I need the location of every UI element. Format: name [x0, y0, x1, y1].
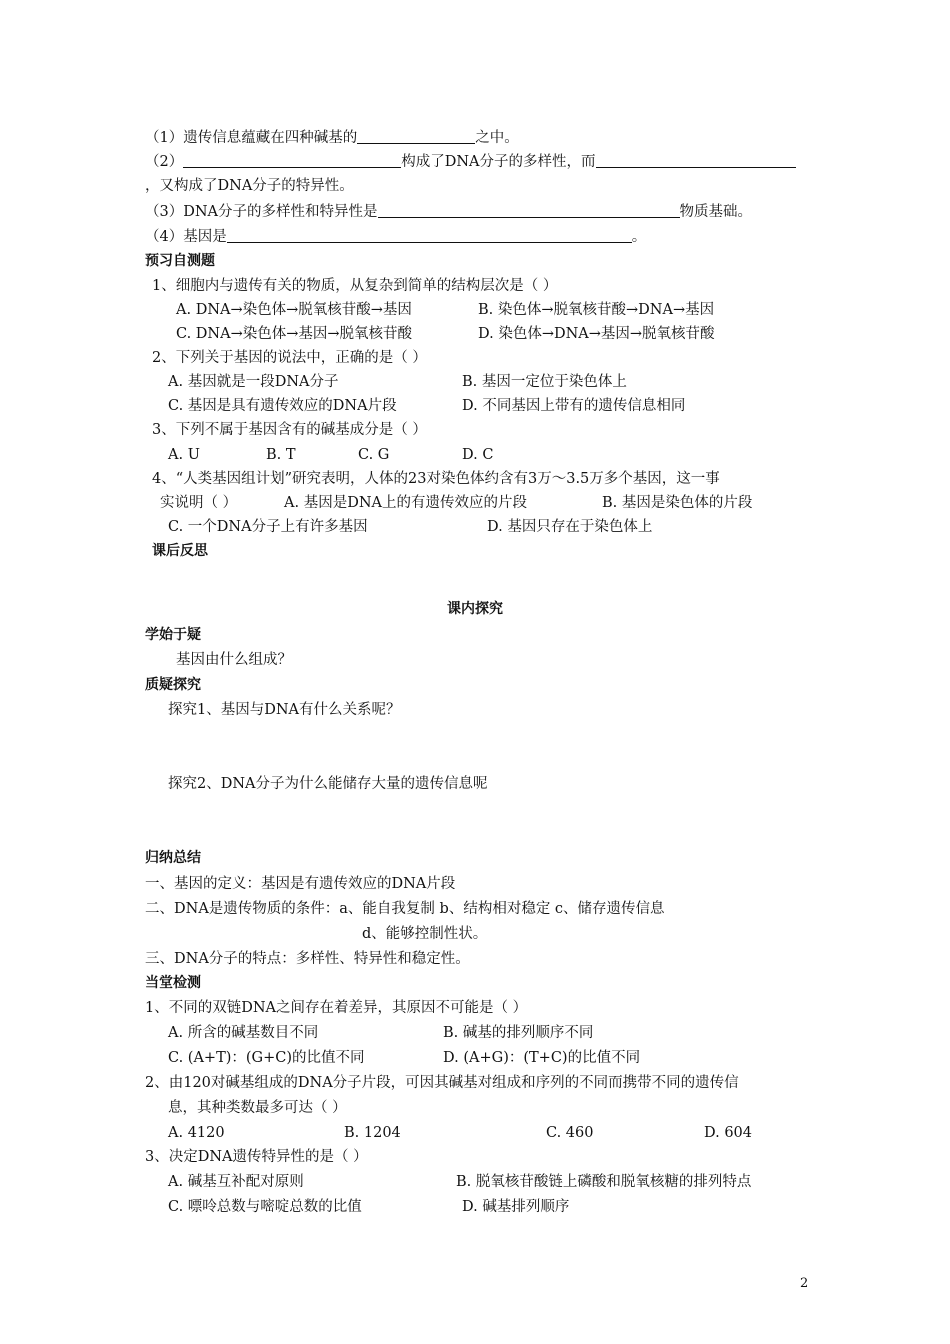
answer-blank[interactable] [357, 128, 475, 144]
answer-blank[interactable] [378, 202, 680, 218]
preview-q1-option-a[interactable]: A. DNA→染色体→脱氧核苷酸→基因 [176, 302, 412, 318]
inquiry-heading: 质疑探究 [145, 677, 201, 693]
preview-q3-option-b[interactable]: B. T [266, 447, 296, 463]
inquiry-2: 探究2、DNA分子为什么能储存大量的遗传信息呢 [168, 776, 488, 792]
preview-q1-stem: 1、细胞内与遗传有关的物质，从复杂到简单的结构层次是（ ） [152, 278, 558, 294]
fill-q2 [145, 152, 796, 172]
preview-q2-stem: 2、下列关于基因的说法中，正确的是（ ） [152, 350, 427, 366]
preview-q2-option-d[interactable]: D. 不同基因上带有的遗传信息相同 [462, 398, 686, 414]
fill-q2-text-b: 构成了DNA分子的多样性，而 [401, 154, 596, 170]
fill-q4-text-b: 。 [631, 229, 647, 245]
reflection-heading: 课后反思 [152, 543, 208, 559]
answer-blank[interactable] [183, 152, 401, 168]
preview-q4-option-a[interactable]: A. 基因是DNA上的有遗传效应的片段 [284, 495, 527, 511]
inquiry-1: 探究1、基因与DNA有什么关系呢？ [168, 702, 401, 718]
summary-line-2: 二、DNA是遗传物质的条件：a、能自我复制 b、结构相对稳定 c、储存遗传信息 [145, 901, 665, 917]
test-q1-option-c[interactable]: C. (A+T)：(G+C)的比值不同 [168, 1050, 365, 1066]
fill-q3-text-b: 物质基础。 [679, 204, 753, 220]
fill-q3-text-a: （3）DNA分子的多样性和特异性是 [145, 204, 378, 220]
summary-line-1: 一、基因的定义：基因是有遗传效应的DNA片段 [145, 876, 456, 892]
preview-q1-option-b[interactable]: B. 染色体→脱氧核苷酸→DNA→基因 [478, 302, 715, 318]
test-q3-option-b[interactable]: B. 脱氧核苷酸链上磷酸和脱氧核糖的排列特点 [456, 1174, 752, 1190]
preview-q4-option-c[interactable]: C. 一个DNA分子上有许多基因 [168, 519, 368, 535]
preview-q2-option-a[interactable]: A. 基因就是一段DNA分子 [168, 374, 339, 390]
fill-q2-cont: ，又构成了DNA分子的特异性。 [145, 178, 354, 194]
preview-q1-option-c[interactable]: C. DNA→染色体→基因→脱氧核苷酸 [176, 326, 413, 342]
doubt-text: 基因由什么组成？ [176, 652, 292, 668]
test-q1-option-d[interactable]: D. (A+G)：(T+C)的比值不同 [443, 1050, 641, 1066]
doubt-heading: 学始于疑 [145, 627, 201, 643]
preview-q3-stem: 3、下列不属于基因含有的碱基成分是（ ） [152, 422, 427, 438]
test-q2-stem: 2、由120对碱基组成的DNA分子片段，可因其碱基对组成和序列的不同而携带不同的遗传信 [145, 1075, 739, 1091]
fill-q3 [145, 202, 752, 222]
test-q2-option-d[interactable]: D. 604 [704, 1125, 753, 1141]
fill-q4 [145, 227, 646, 247]
answer-blank[interactable] [227, 227, 632, 243]
preview-q3-option-c[interactable]: C. G [358, 447, 390, 463]
test-q1-stem: 1、不同的双链DNA之间存在着差异，其原因不可能是（ ） [145, 1000, 528, 1016]
test-q2-option-a[interactable]: A. 4120 [168, 1125, 225, 1141]
summary-line-2-cont: d、能够控制性状。 [362, 926, 488, 942]
section-title: 课内探究 [447, 601, 503, 617]
test-q2-option-b[interactable]: B. 1204 [344, 1125, 401, 1141]
answer-blank[interactable] [596, 152, 796, 168]
test-q1-option-a[interactable]: A. 所含的碱基数目不同 [168, 1025, 319, 1041]
test-q3-stem: 3、决定DNA遗传特异性的是（ ） [145, 1149, 368, 1165]
fill-q4-text-a: （4）基因是 [145, 229, 227, 245]
preview-q4-option-b[interactable]: B. 基因是染色体的片段 [602, 495, 753, 511]
test-q2-stem-cont: 息，其种类数最多可达（ ） [168, 1100, 347, 1116]
fill-q1 [145, 128, 519, 148]
preview-q4-stem: 4、“人类基因组计划”研究表明，人体的23对染色体约含有3万～3.5万多个基因，这一事 [152, 471, 720, 487]
test-q3-option-a[interactable]: A. 碱基互补配对原则 [168, 1174, 304, 1190]
test-q3-option-c[interactable]: C. 嘌呤总数与嘧啶总数的比值 [168, 1199, 362, 1215]
fill-q2-text-a: （2） [145, 154, 184, 170]
summary-heading: 归纳总结 [145, 850, 201, 866]
page-number: 2 [800, 1276, 809, 1291]
test-q3-option-d[interactable]: D. 碱基排列顺序 [462, 1199, 570, 1215]
preview-q1-option-d[interactable]: D. 染色体→DNA→基因→脱氧核苷酸 [478, 326, 715, 342]
test-q2-option-c[interactable]: C. 460 [546, 1125, 594, 1141]
test-heading: 当堂检测 [145, 975, 201, 991]
preview-heading: 预习自测题 [145, 253, 215, 269]
preview-q3-option-d[interactable]: D. C [462, 447, 494, 463]
preview-q2-option-b[interactable]: B. 基因一定位于染色体上 [462, 374, 627, 390]
fill-q1-text-a: （1）遗传信息蕴藏在四种碱基的 [145, 130, 358, 146]
preview-q2-option-c[interactable]: C. 基因是具有遗传效应的DNA片段 [168, 398, 397, 414]
summary-line-3: 三、DNA分子的特点：多样性、特异性和稳定性。 [145, 951, 470, 967]
fill-q1-text-b: 之中。 [475, 130, 519, 146]
preview-q3-option-a[interactable]: A. U [168, 447, 200, 463]
test-q1-option-b[interactable]: B. 碱基的排列顺序不同 [443, 1025, 594, 1041]
preview-q4-option-d[interactable]: D. 基因只存在于染色体上 [487, 519, 653, 535]
preview-q4-stem-cont: 实说明（ ） [160, 495, 238, 511]
